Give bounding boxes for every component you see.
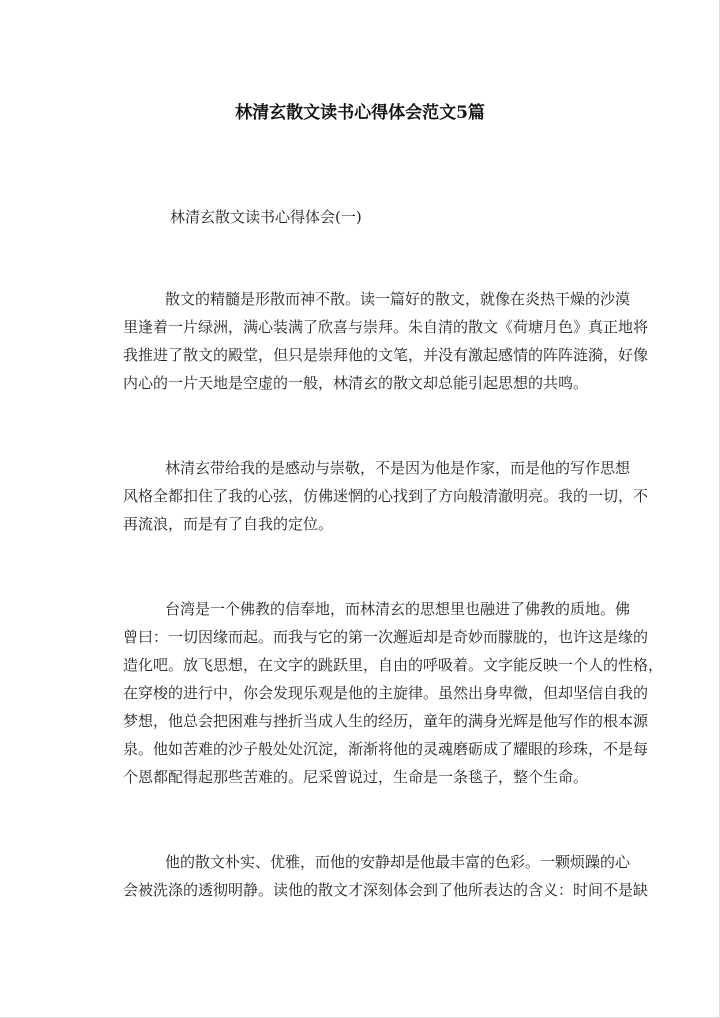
paragraph-3-line: 曾曰：一切因缘而起。而我与它的第一次邂逅却是奇妙而朦胧的，也许这是缘的 — [123, 628, 649, 646]
paragraph-1-line: 内心的一片天地是空虚的一般，林清玄的散文却总能引起思想的共鸣。 — [123, 374, 589, 392]
paragraph-2-line: 风格全都扣住了我的心弦，仿佛迷惘的心找到了方向般清澈明亮。我的一切，不 — [123, 487, 649, 505]
paragraph-1-line: 我推进了散文的殿堂，但只是崇拜他的文笔，并没有激起感情的阵阵涟漪，好像 — [123, 346, 649, 364]
paragraph-2-line: 再流浪，而是有了自我的定位。 — [123, 515, 334, 533]
paragraph-4-line: 会被洗涤的透彻明静。读他的散文才深刻体会到了他所表达的含义：时间不是缺 — [123, 881, 649, 899]
document-title: 林清玄散文读书心得体会范文5篇 — [235, 103, 485, 123]
paragraph-3-line: 在穿梭的进行中，你会发现乐观是他的主旋律。虽然出身卑微，但却坚信自我的 — [123, 684, 649, 702]
paragraph-3-line: 泉。他如苦难的沙子般处处沉淀，渐渐将他的灵魂磨砺成了耀眼的珍珠，不是每 — [123, 740, 649, 758]
paragraph-3-line: 造化吧。放飞思想，在文字的跳跃里，自由的呼吸着。文字能反映一个人的性格， — [123, 656, 664, 674]
paragraph-1-line: 里逢着一片绿洲，满心装满了欣喜与崇拜。朱自清的散文《荷塘月色》真正地将 — [123, 318, 649, 336]
paragraph-2-line: 林清玄带给我的是感动与崇敬，不是因为他是作家，而是他的写作思想 — [165, 459, 631, 477]
paragraph-4-line: 他的散文朴实、优雅，而他的安静却是他最丰富的色彩。一颗烦躁的心 — [165, 853, 631, 871]
paragraph-3-line: 个恩都配得起那些苦难的。尼采曾说过，生命是一条毯子，整个生命。 — [123, 768, 589, 786]
paragraph-1-line: 散文的精髓是形散而神不散。读一篇好的散文，就像在炎热干燥的沙漠 — [165, 290, 631, 308]
section-heading: 林清玄散文读书心得体会(一) — [170, 208, 362, 226]
paragraph-3-line: 台湾是一个佛教的信奉地，而林清玄的思想里也融进了佛教的质地。佛 — [165, 600, 631, 618]
paragraph-3-line: 梦想，他总会把困难与挫折当成人生的经历，童年的满身光辉是他写作的根本源 — [123, 712, 649, 730]
